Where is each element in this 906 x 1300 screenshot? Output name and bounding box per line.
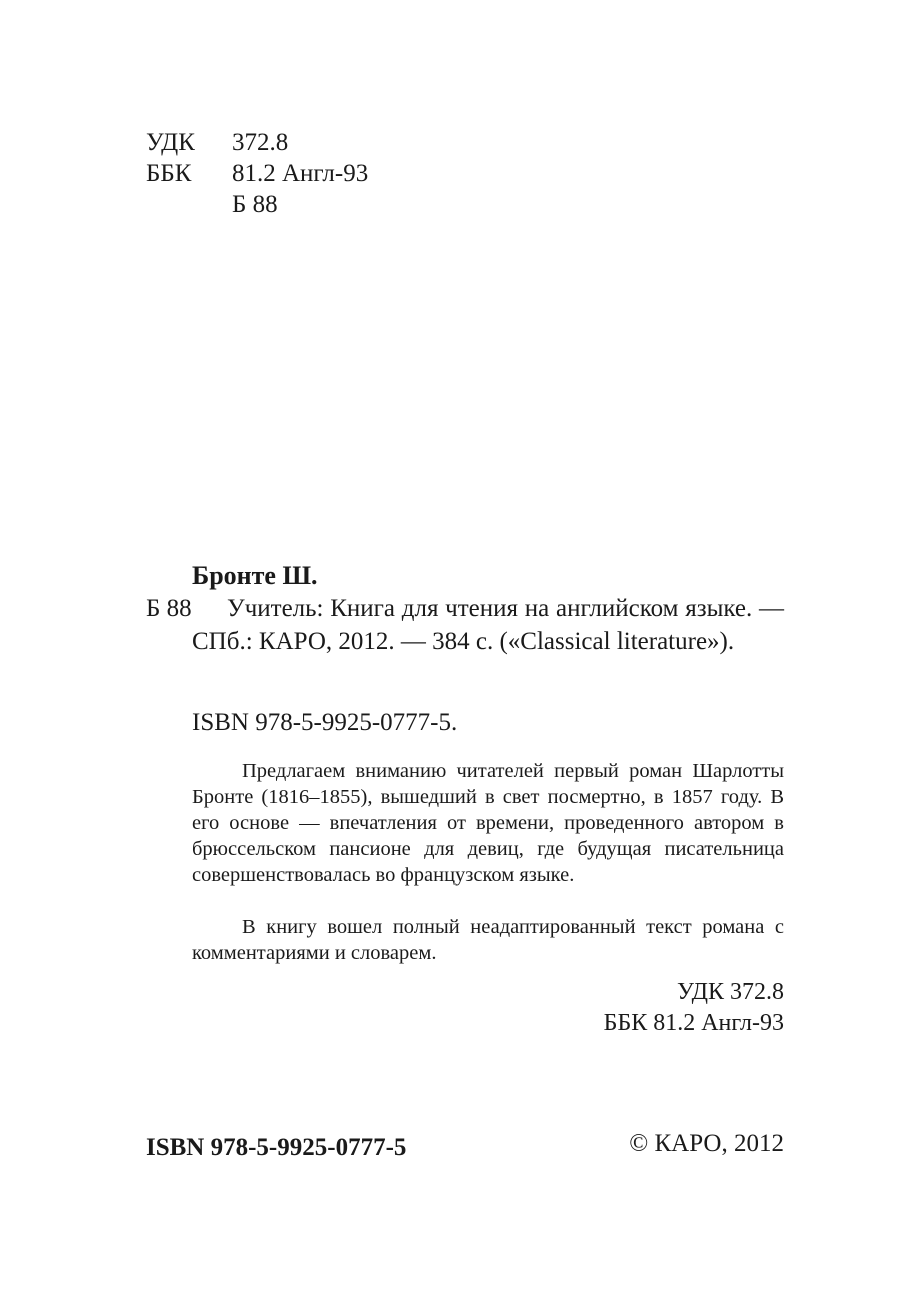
- card-author-mark: Б 88: [146, 595, 192, 622]
- annotation-paragraph-1: Предлагаем вниманию читателей первый роман Шарлотты Бронте (1816–1855), вышедший в свет посмертно, в 1857 году. В его основе — впечатления от времени, проведенного автором в брюссельском пансионе для девиц, где будущая писательница совершенствовалась во французском языке.: [192, 760, 784, 886]
- bbk-row: [146, 159, 368, 189]
- footer-copyright: © КАРО, 2012: [629, 1130, 784, 1157]
- card-isbn: ISBN 978-5-9925-0777-5.: [192, 709, 458, 736]
- footer-isbn: ISBN 978-5-9925-0777-5: [146, 1134, 407, 1161]
- author-mark-row: [146, 190, 278, 220]
- card-author: Бронте Ш.: [192, 561, 318, 590]
- bbk-label: ББК: [146, 160, 192, 187]
- udk-value: 372.8: [232, 129, 289, 156]
- bbk-value: 81.2 Англ-93: [232, 160, 369, 187]
- card-description: Учитель: Книга для чтения на английском языке. — СПб.: КАРО, 2012. — 384 с. («Classical literature»).: [192, 595, 784, 655]
- card-udk-code: УДК 372.8: [677, 979, 784, 1005]
- udk-label: УДК: [146, 129, 195, 156]
- card-bbk-code: ББК 81.2 Англ-93: [603, 1010, 784, 1036]
- annotation-paragraph-2: В книгу вошел полный неадаптированный текст романа с комментариями и словарем.: [192, 916, 784, 964]
- udk-row: [146, 128, 288, 158]
- author-mark: Б 88: [232, 191, 278, 218]
